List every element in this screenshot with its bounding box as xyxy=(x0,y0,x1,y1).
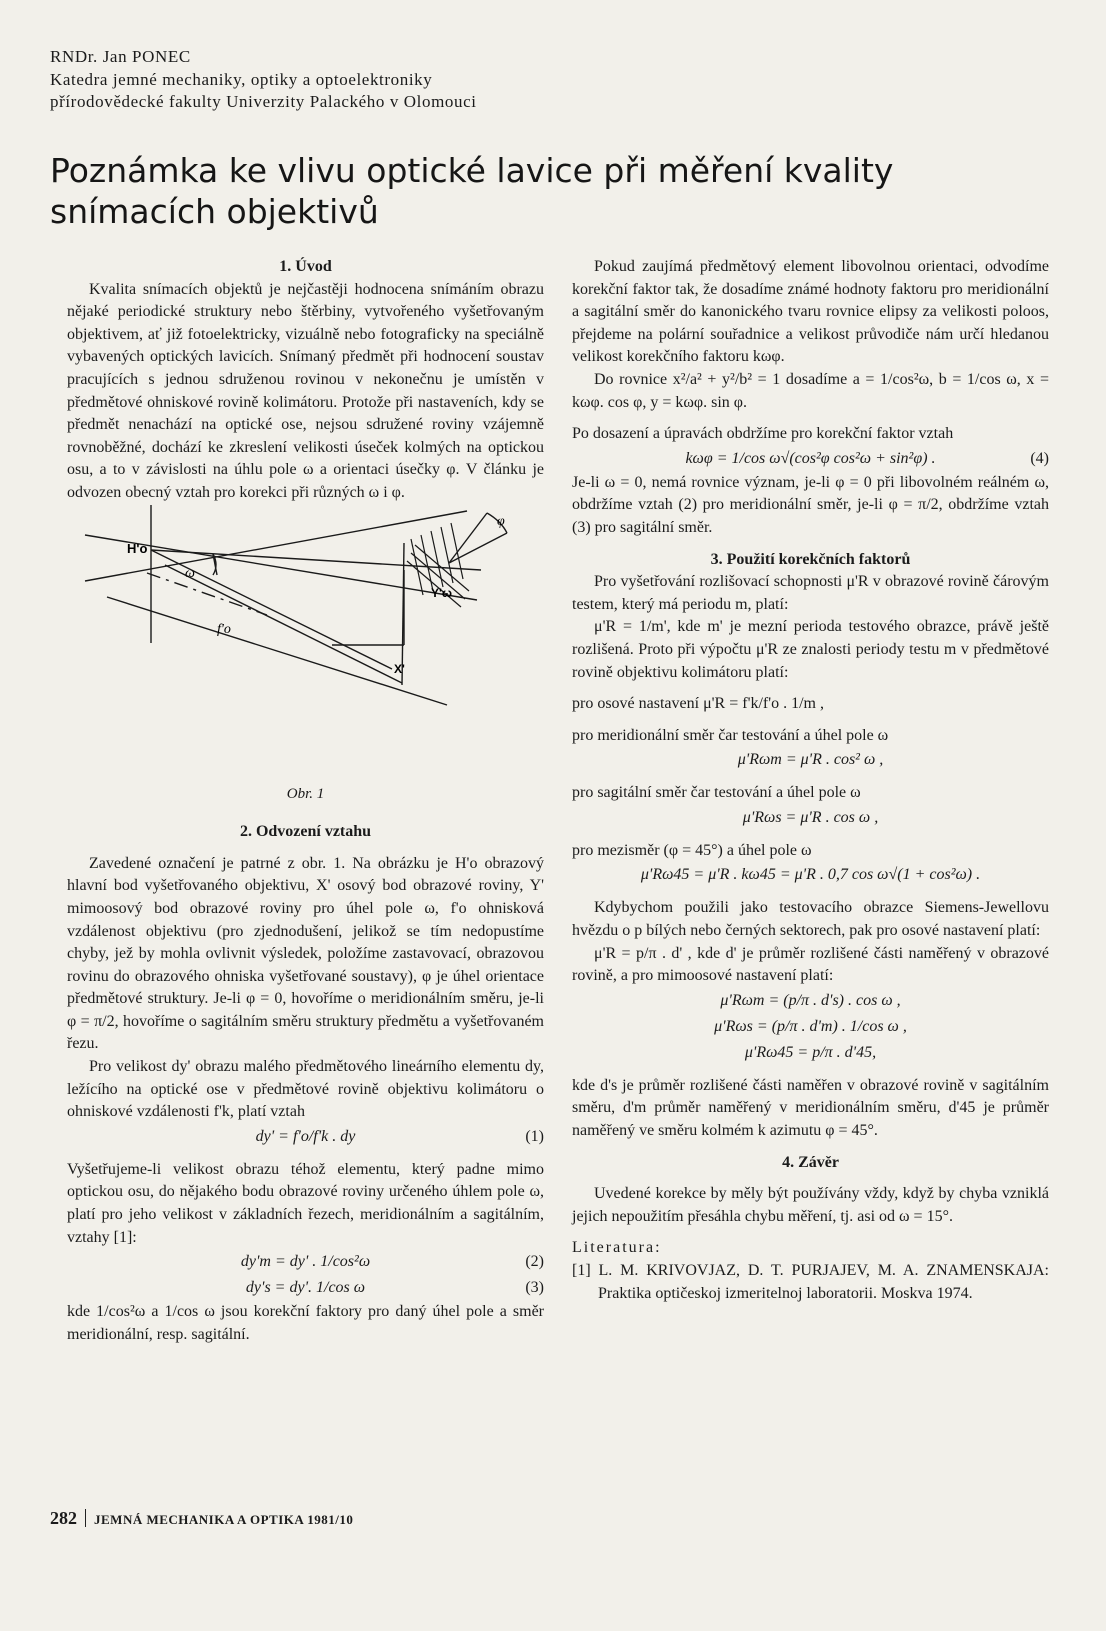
author-affiliation-1: Katedra jemné mechaniky, optiky a optoelektroniky xyxy=(50,69,433,89)
figure-caption: Obr. 1 xyxy=(286,785,325,802)
label-x-prime: X' xyxy=(394,661,405,676)
equation-meridional-body: μ'Rωm = μ'R . cos² ω , xyxy=(737,751,884,769)
paragraph-result: Po dosazení a úpravách obdržíme pro korekční faktor vztah xyxy=(572,425,954,443)
author-name: RNDr. Jan PONEC xyxy=(50,47,191,66)
right-column xyxy=(572,256,1049,1305)
paragraph-ellipse: Do rovnice x²/a² + y²/b² = 1 dosadíme a = 1/cos²ω, b = 1/cos ω, x = kωφ. cos φ, y = kωφ. sin φ. xyxy=(572,370,1049,411)
equation-3-body: dy's = dy'. 1/cos ω xyxy=(245,1279,366,1297)
left-column xyxy=(67,256,544,1346)
equation-sagittal-body: μ'Rωs = μ'R . cos ω , xyxy=(742,808,879,826)
label-f-prime-zero: f'o xyxy=(217,621,231,637)
equation-star-45 xyxy=(572,1040,1049,1066)
paragraph-star-axial: μ'R = p/π . d' , kde d' je průměr rozlišené části naměřený v obrazové rovině, a pro mimoosové nastavení platí: xyxy=(572,944,1049,985)
paragraph-arbitrary-orientation: Pokud zaujímá předmětový element libovolnou orientaci, odvodíme korekční faktor tak, že dosadíme známé hodnoty faktoru pro meridionální a sagitální směr do kanonického tvaru rovnice elipsy za velikosti poloos, přejdeme na polární souřadnice a velikost průvodiče nám určí hledanou velikost korekčního faktoru kωφ. xyxy=(572,258,1049,366)
line-sagittal: pro sagitální směr čar testování a úhel pole ω xyxy=(572,784,861,802)
paragraph-limit-period: μ'R = 1/m', kde m' je mezní perioda testového obrazce, právě ještě rozlišená. Proto při výpočtu μ'R ze znalosti periody testu m v předmětové rovině objektivu kolimátoru platí: xyxy=(572,618,1049,681)
equation-1-body: dy' = f'o/f'k . dy xyxy=(255,1127,356,1145)
equation-3 xyxy=(67,1275,544,1301)
equation-sagittal xyxy=(572,805,1049,831)
section-heading-zaver: 4. Závěr xyxy=(782,1153,839,1171)
equation-star-s-body: μ'Rωs = (p/π . d'm) . 1/cos ω , xyxy=(714,1017,907,1035)
paragraph-notation: Zavedené označení je patrné z obr. 1. Na obrázku je H'o obrazový hlavní bod vyšetřovaného objektivu, X' osový bod obrazové roviny, Y' mimoosový bod obrazové roviny pro úhel pole ω, f'o ohnisková vzdálenost objektivu (pro zjednodušení, jelikož se tím nedopustíme chyby, jež by mohla ovlivnit výsledek, položíme zastavovací, obrazovou rovinu do obrazového ohniska vyšetřované soustavy), φ je úhel orientace předmětové struktury. Je-li φ = 0, hovoříme o meridionálním směru, je-li φ = π/2, hovoříme o sagitálním směru struktury předmětu a vyšetřovaném řezu. xyxy=(67,854,544,1053)
section-heading-odvozeni: 2. Odvození vztahu xyxy=(239,823,372,841)
equation-1 xyxy=(67,1124,544,1150)
paragraph-intro: Kvalita snímacích objektů je nejčastěji hodnocena snímáním obrazu nějaké periodické struktury nebo štěrbiny, vytvořeného vyšetřovaným objektivem, ať již fotoelektricky, vizuálně nebo fotograficky na speciálně vybavených optických lavicích. Snímaný předmět při hodnocení soustav pracujících s jednou sdruženou rovinou v nekonečnu je umístěn v předmětové ohniskové rovině kolimátoru. Protože při nastaveních, kdy se předmět nenachází na optické ose, nejsou sdružené roviny vzájemně rovnoběžné, dochází ke zkreslení velikosti úseček kolmých na optickou osu, a to v závislosti na úhlu pole ω a orientaci úsečky φ. V článku je odvozen obecný vztah pro korekci při různých ω i φ. xyxy=(67,280,544,501)
paragraph-diameters: kde d's je průměr rozlišené části naměřen v obrazové rovině v sagitálním směru, d'm průměr naměřený v meridionálním směru, d'45 je průměr naměřený ve směru kolmém k azimutu φ = 45°. xyxy=(572,1076,1049,1140)
reference-1: [1] L. M. KRIVOVJAZ, D. T. PURJAJEV, M. A. ZNAMENSKAJA: Praktika optičeskoj izmeritelnoj laboratorii. Moskva 1974. xyxy=(572,1262,1049,1302)
equation-star-45-body: μ'Rω45 = p/π . d'45, xyxy=(744,1043,877,1061)
equation-star-s xyxy=(572,1014,1049,1040)
paragraph-offaxis: Vyšetřujeme-li velikost obrazu téhož elementu, který padne mimo optickou osu, do nějakého bodu obrazové roviny určeného úhlem pole ω, platí pro jeho velikost v základních řezech, meridionálním a sagitálním, vztahy [1]: xyxy=(67,1160,544,1246)
label-y-prime-omega: Y'ω xyxy=(431,585,452,600)
article-title: Poznámka ke vlivu optické lavice při měření kvality snímacích objektivů xyxy=(50,151,894,231)
equation-4 xyxy=(572,446,1049,472)
label-phi: φ xyxy=(497,513,505,529)
equation-3-number: (3) xyxy=(525,1279,544,1297)
line-meridional: pro meridionální směr čar testování a úhel pole ω xyxy=(572,726,889,744)
author-affiliation-2: přírodovědecké fakulty Univerzity Palackého v Olomouci xyxy=(50,92,477,111)
label-h-prime-zero: H'o xyxy=(127,540,148,556)
label-omega: ω xyxy=(185,565,195,581)
paragraph-siemens-star: Kdybychom použili jako testovacího obrazce Siemens-Jewellovu hvězdu o p bílých nebo černých sektorech, pak pro osové nastavení platí: xyxy=(572,899,1049,940)
equation-star-m-body: μ'Rωm = (p/π . d's) . cos ω , xyxy=(720,991,901,1009)
equation-1-number: (1) xyxy=(525,1127,544,1145)
section-heading-pouziti: 3. Použití korekčních faktorů xyxy=(710,550,911,568)
references-heading: Literatura: xyxy=(572,1239,662,1257)
equation-intermediate-body: μ'Rω45 = μ'R . kω45 = μ'R . 0,7 cos ω√(1 + cos²ω) . xyxy=(640,866,981,884)
paragraph-element-size: Pro velikost dy' obrazu malého předmětového lineárního elementu dy, ležícího na optické ose v předmětové rovině objektivu kolimátoru o ohniskové vzdálenosti f'k, platí vztah xyxy=(67,1058,544,1121)
page-footer xyxy=(50,1508,353,1529)
journal-name: JEMNÁ MECHANIKA A OPTIKA 1981/10 xyxy=(94,1512,354,1527)
equation-meridional xyxy=(572,747,1049,773)
equation-4-number: (4) xyxy=(1030,449,1049,467)
equation-2 xyxy=(67,1249,544,1275)
equation-star-m xyxy=(572,988,1049,1014)
author-block xyxy=(50,46,477,114)
paragraph-correction-factors: kde 1/cos²ω a 1/cos ω jsou korekční faktory pro daný úhel pole a směr meridionální, resp. sagitální. xyxy=(67,1303,544,1343)
section-heading-uvod: 1. Úvod xyxy=(279,258,332,275)
optical-bench-diagram xyxy=(67,505,544,775)
line-axial-setting: pro osové nastavení μ'R = f'k/f'o . 1/m , xyxy=(572,695,824,713)
equation-2-number: (2) xyxy=(525,1253,544,1271)
equation-4-body: kωφ = 1/cos ω√(cos²φ cos²ω + sin²φ) . xyxy=(685,449,936,467)
figure-1 xyxy=(67,505,544,775)
line-intermediate: pro mezisměr (φ = 45°) a úhel pole ω xyxy=(572,841,812,859)
paragraph-conclusion: Uvedené korekce by měly být používány vždy, když by chyba vzniklá jejich nepoužitím přesáhla chybu měření, tj. asi od ω = 15°. xyxy=(572,1185,1049,1225)
paragraph-special-cases: Je-li ω = 0, nemá rovnice význam, je-li φ = 0 při libovolném reálném ω, obdržíme vztah (2) pro meridionální směr, je-li φ = π/2, obdržíme vztah (3) pro sagitální směr. xyxy=(572,473,1049,536)
page-number: 282 xyxy=(50,1508,77,1528)
equation-intermediate xyxy=(572,862,1049,888)
equation-2-body: dy'm = dy' . 1/cos²ω xyxy=(240,1253,371,1271)
paragraph-resolving-power: Pro vyšetřování rozlišovací schopnosti μ'R v obrazové rovině čárovým testem, který má periodu m, platí: xyxy=(572,573,1049,613)
